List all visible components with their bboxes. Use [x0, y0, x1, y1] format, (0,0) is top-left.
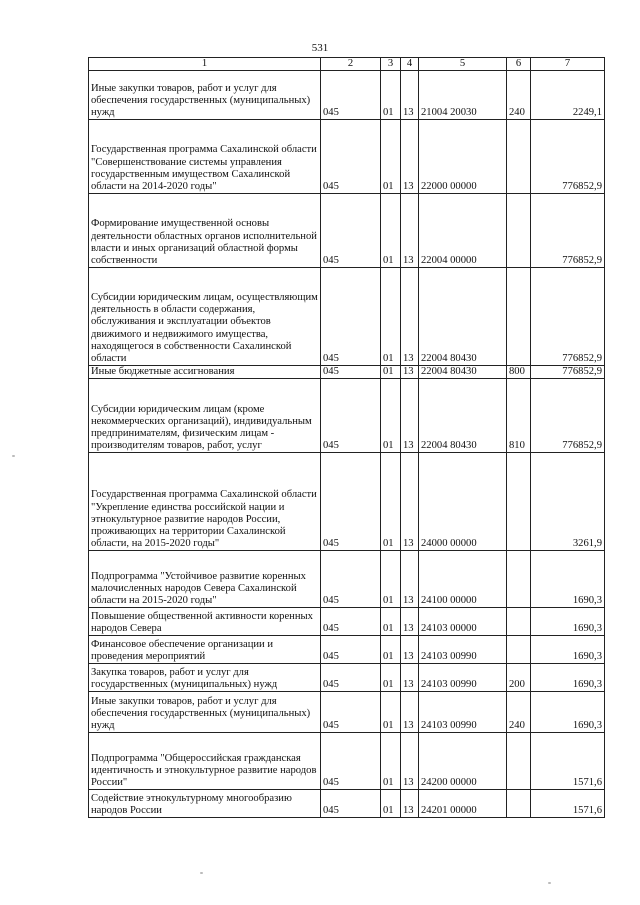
column-header: 4: [401, 58, 419, 71]
row-name: Иные закупки товаров, работ и услуг для обеспечения государственных (муниципальных) нужд: [89, 71, 321, 120]
row-sum: 1571,6: [531, 733, 605, 790]
row-pr: 13: [401, 551, 419, 608]
row-sum: 1690,3: [531, 608, 605, 636]
row-vr: [507, 636, 531, 664]
row-ved: 045: [321, 636, 381, 664]
row-pr: 13: [401, 692, 419, 733]
row-sum: 776852,9: [531, 379, 605, 453]
table-row: [89, 551, 605, 608]
row-name: Государственная программа Сахалинской области "Совершенствование системы управления государственным имуществом Сахалинской области на 2014-2020 годы": [89, 120, 321, 194]
row-rz: 01: [381, 366, 401, 379]
row-name: Повышение общественной активности коренных народов Севера: [89, 608, 321, 636]
row-sum: 776852,9: [531, 366, 605, 379]
row-csr: 24103 00000: [419, 608, 507, 636]
row-vr: 240: [507, 71, 531, 120]
row-pr: 13: [401, 664, 419, 692]
row-sum: 2249,1: [531, 71, 605, 120]
row-vr: [507, 120, 531, 194]
table-row: [89, 790, 605, 818]
row-csr: 24103 00990: [419, 664, 507, 692]
row-sum: 1690,3: [531, 692, 605, 733]
row-name: Иные бюджетные ассигнования: [89, 366, 321, 379]
table-row: [89, 379, 605, 453]
row-rz: 01: [381, 71, 401, 120]
row-vr: [507, 551, 531, 608]
row-ved: 045: [321, 194, 381, 268]
row-name: Субсидии юридическим лицам (кроме некоммерческих организаций), индивидуальным предпринимателям, физическим лицам - производителям товаров, работ, услуг: [89, 379, 321, 453]
row-vr: [507, 790, 531, 818]
row-ved: 045: [321, 733, 381, 790]
page-number: 531: [311, 42, 329, 54]
row-pr: 13: [401, 120, 419, 194]
row-csr: 24103 00990: [419, 692, 507, 733]
row-name: Государственная программа Сахалинской области "Укрепление единства российской нации и этнокультурное развитие народов России, проживающих на территории Сахалинской области, на 2015-2020 годы": [89, 453, 321, 551]
row-vr: 810: [507, 379, 531, 453]
column-header: 2: [321, 58, 381, 71]
column-header: 6: [507, 58, 531, 71]
row-rz: 01: [381, 268, 401, 366]
row-sum: 1690,3: [531, 636, 605, 664]
column-header: 3: [381, 58, 401, 71]
row-ved: 045: [321, 608, 381, 636]
row-pr: 13: [401, 790, 419, 818]
row-csr: 22004 00000: [419, 194, 507, 268]
scan-speck: [200, 872, 203, 874]
row-rz: 01: [381, 120, 401, 194]
row-rz: 01: [381, 733, 401, 790]
row-ved: 045: [321, 379, 381, 453]
row-rz: 01: [381, 379, 401, 453]
row-ved: 045: [321, 790, 381, 818]
row-sum: 1690,3: [531, 664, 605, 692]
row-name: Подпрограмма "Устойчивое развитие коренных малочисленных народов Севера Сахалинской области на 2015-2020 годы": [89, 551, 321, 608]
row-ved: 045: [321, 120, 381, 194]
table-row: [89, 692, 605, 733]
column-header: 1: [89, 58, 321, 71]
row-sum: 3261,9: [531, 453, 605, 551]
row-pr: 13: [401, 366, 419, 379]
row-pr: 13: [401, 194, 419, 268]
row-pr: 13: [401, 636, 419, 664]
budget-table: [88, 57, 605, 818]
row-csr: 24103 00990: [419, 636, 507, 664]
row-pr: 13: [401, 268, 419, 366]
table-row: [89, 608, 605, 636]
row-ved: 045: [321, 366, 381, 379]
table-row: [89, 194, 605, 268]
row-vr: [507, 608, 531, 636]
column-header: 5: [419, 58, 507, 71]
table-row: [89, 71, 605, 120]
row-sum: 776852,9: [531, 194, 605, 268]
row-vr: [507, 453, 531, 551]
scan-speck: [12, 455, 15, 457]
row-ved: 045: [321, 551, 381, 608]
row-csr: 24200 00000: [419, 733, 507, 790]
row-sum: 1690,3: [531, 551, 605, 608]
scan-speck: [548, 882, 551, 884]
row-sum: 776852,9: [531, 268, 605, 366]
row-csr: 22004 80430: [419, 379, 507, 453]
table-row: [89, 733, 605, 790]
table-row: [89, 366, 605, 379]
row-vr: [507, 194, 531, 268]
column-header: 7: [531, 58, 605, 71]
row-sum: 776852,9: [531, 120, 605, 194]
row-sum: 1571,6: [531, 790, 605, 818]
row-csr: 24000 00000: [419, 453, 507, 551]
row-name: Субсидии юридическим лицам, осуществляющим деятельность в области содержания, обслуживания и эксплуатации объектов движимого и недвижимого имущества, находящегося в собственности Сахалинской области: [89, 268, 321, 366]
table-row: [89, 120, 605, 194]
row-rz: 01: [381, 453, 401, 551]
row-rz: 01: [381, 608, 401, 636]
table-row: [89, 636, 605, 664]
table-row: [89, 268, 605, 366]
row-ved: 045: [321, 453, 381, 551]
row-pr: 13: [401, 453, 419, 551]
table-row: [89, 664, 605, 692]
row-csr: 24201 00000: [419, 790, 507, 818]
row-rz: 01: [381, 636, 401, 664]
row-pr: 13: [401, 733, 419, 790]
row-vr: 800: [507, 366, 531, 379]
row-name: Иные закупки товаров, работ и услуг для обеспечения государственных (муниципальных) нужд: [89, 692, 321, 733]
row-csr: 22004 80430: [419, 268, 507, 366]
row-name: Закупка товаров, работ и услуг для государственных (муниципальных) нужд: [89, 664, 321, 692]
row-vr: 240: [507, 692, 531, 733]
row-ved: 045: [321, 692, 381, 733]
row-csr: 22004 80430: [419, 366, 507, 379]
row-pr: 13: [401, 608, 419, 636]
table-body: [89, 71, 605, 818]
row-vr: 200: [507, 664, 531, 692]
row-csr: 22000 00000: [419, 120, 507, 194]
row-pr: 13: [401, 379, 419, 453]
row-ved: 045: [321, 664, 381, 692]
row-rz: 01: [381, 551, 401, 608]
row-csr: 24100 00000: [419, 551, 507, 608]
row-pr: 13: [401, 71, 419, 120]
row-name: Формирование имущественной основы деятельности областных органов исполнительной власти и иных организаций областной формы собственности: [89, 194, 321, 268]
table-header-row: [89, 58, 605, 71]
row-rz: 01: [381, 664, 401, 692]
row-ved: 045: [321, 268, 381, 366]
row-csr: 21004 20030: [419, 71, 507, 120]
row-vr: [507, 733, 531, 790]
row-ved: 045: [321, 71, 381, 120]
row-vr: [507, 268, 531, 366]
row-rz: 01: [381, 790, 401, 818]
row-rz: 01: [381, 194, 401, 268]
row-rz: 01: [381, 692, 401, 733]
row-name: Подпрограмма "Общероссийская гражданская идентичность и этнокультурное развитие народов России": [89, 733, 321, 790]
table-row: [89, 453, 605, 551]
row-name: Содействие этнокультурному многообразию народов России: [89, 790, 321, 818]
row-name: Финансовое обеспечение организации и проведения мероприятий: [89, 636, 321, 664]
